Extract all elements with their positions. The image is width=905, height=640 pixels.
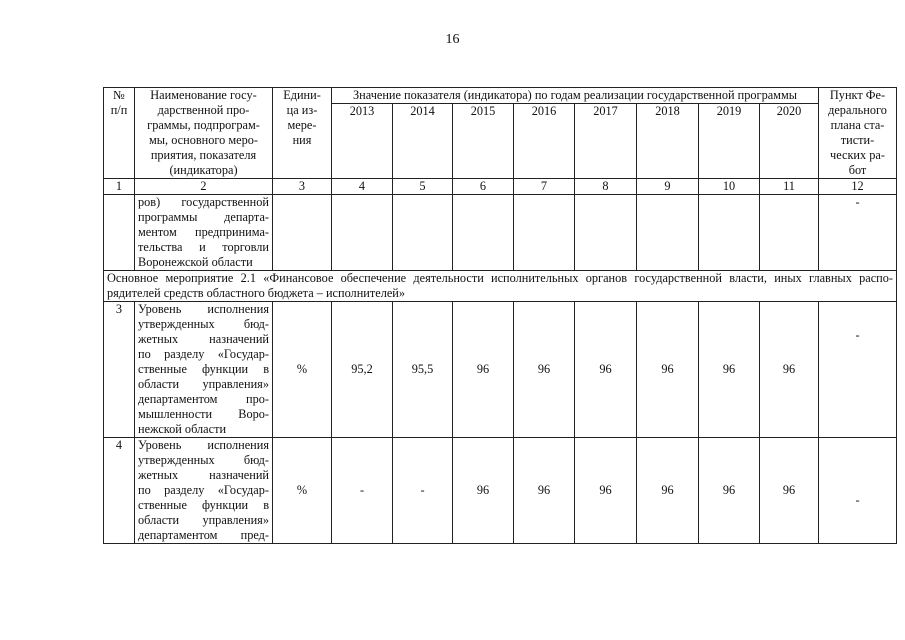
section-line: рядителей средств областного бюджета – исполнителей» bbox=[107, 286, 406, 300]
col-number: 3 bbox=[273, 179, 332, 195]
value-cell: 96 bbox=[514, 438, 575, 544]
value-cell: 96 bbox=[760, 302, 819, 438]
value-cell: 96 bbox=[637, 438, 699, 544]
row-name-line: утвержденных бюд- bbox=[138, 453, 269, 467]
row-name-line: по разделу «Государ- bbox=[138, 347, 269, 361]
cont-num-cell bbox=[104, 195, 135, 271]
indicator-row bbox=[104, 302, 897, 438]
header-year: 2016 bbox=[514, 104, 575, 179]
indicator-row bbox=[104, 438, 897, 544]
col-number: 11 bbox=[760, 179, 819, 195]
header-federal: Пункт Фе- дерального плана ста- тисти- ческих ра- бот bbox=[819, 88, 897, 179]
row-unit: % bbox=[273, 438, 332, 544]
cont-name-line: программы департа- bbox=[138, 210, 269, 224]
row-name bbox=[135, 302, 273, 438]
value-cell: 96 bbox=[760, 438, 819, 544]
section-row bbox=[104, 271, 897, 302]
cont-name-cell bbox=[135, 195, 273, 271]
continuation-row bbox=[104, 195, 897, 271]
cont-name-line: Воронежской области bbox=[138, 255, 253, 269]
value-cell: 96 bbox=[514, 302, 575, 438]
col-number: 2 bbox=[135, 179, 273, 195]
row-name-line: утвержденных бюд- bbox=[138, 317, 269, 331]
row-federal bbox=[819, 438, 897, 544]
header-year: 2013 bbox=[332, 104, 393, 179]
row-num: 3 bbox=[104, 302, 135, 438]
row-name-line: области управления» bbox=[138, 513, 269, 527]
section-heading bbox=[104, 271, 897, 302]
header-year: 2017 bbox=[575, 104, 637, 179]
federal-dash: - bbox=[855, 328, 860, 342]
header-unit: Едини- ца из- мере- ния bbox=[273, 88, 332, 179]
row-name-line: нежской области bbox=[138, 422, 227, 436]
row-name-line: по разделу «Государ- bbox=[138, 483, 269, 497]
col-number: 7 bbox=[514, 179, 575, 195]
row-name-line: ственные функции в bbox=[138, 498, 269, 512]
value-cell: 96 bbox=[575, 438, 637, 544]
row-name-line: Уровень исполнения bbox=[138, 302, 269, 316]
header-name: Наименование госу- дарственной про- граммы, подпрограм- мы, основного меро- приятия, показателя (индикатора) bbox=[135, 88, 273, 179]
row-name-line: жетных назначений bbox=[138, 468, 269, 482]
cont-federal: - bbox=[819, 195, 897, 271]
header-values-title: Значение показателя (индикатора) по годам реализации государственной программы bbox=[332, 88, 819, 104]
value-cell: - bbox=[393, 438, 453, 544]
header-year: 2018 bbox=[637, 104, 699, 179]
row-name bbox=[135, 438, 273, 544]
value-cell: 96 bbox=[453, 438, 514, 544]
header-num: № п/п bbox=[104, 88, 135, 179]
cont-name-line: тельства и торговли bbox=[138, 240, 269, 254]
col-number: 8 bbox=[575, 179, 637, 195]
value-cell: 96 bbox=[453, 302, 514, 438]
col-number: 6 bbox=[453, 179, 514, 195]
row-unit: % bbox=[273, 302, 332, 438]
indicators-table bbox=[103, 87, 897, 544]
row-federal bbox=[819, 302, 897, 438]
value-cell: - bbox=[332, 438, 393, 544]
row-name-line: жетных назначений bbox=[138, 332, 269, 346]
row-name-line: Уровень исполнения bbox=[138, 438, 269, 452]
row-num: 4 bbox=[104, 438, 135, 544]
header-year: 2019 bbox=[699, 104, 760, 179]
col-number: 1 bbox=[104, 179, 135, 195]
col-number: 10 bbox=[699, 179, 760, 195]
header-year: 2020 bbox=[760, 104, 819, 179]
cont-name-line: ментом предпринима- bbox=[138, 225, 269, 239]
row-name-line: ственные функции в bbox=[138, 362, 269, 376]
col-number: 4 bbox=[332, 179, 393, 195]
value-cell: 96 bbox=[575, 302, 637, 438]
row-name-line: департаментом пред- bbox=[138, 528, 269, 542]
row-name-line: департаментом про- bbox=[138, 392, 269, 406]
page-number: 16 bbox=[445, 32, 460, 47]
cont-name-line: ров) государственной bbox=[138, 195, 269, 209]
federal-dash: - bbox=[855, 493, 860, 507]
value-cell: 95,5 bbox=[393, 302, 453, 438]
section-line: Основное мероприятие 2.1 «Финансовое обеспечение деятельности исполнительных органов государственной власти, иных главных распо- bbox=[107, 271, 893, 285]
value-cell: 96 bbox=[699, 302, 760, 438]
row-name-line: мышленности Воро- bbox=[138, 407, 269, 421]
col-number: 9 bbox=[637, 179, 699, 195]
value-cell: 96 bbox=[637, 302, 699, 438]
row-name-line: области управления» bbox=[138, 377, 269, 391]
col-number: 5 bbox=[393, 179, 453, 195]
header-year: 2014 bbox=[393, 104, 453, 179]
header-year: 2015 bbox=[453, 104, 514, 179]
col-number: 12 bbox=[819, 179, 897, 195]
column-numbers-row bbox=[104, 179, 897, 195]
value-cell: 95,2 bbox=[332, 302, 393, 438]
value-cell: 96 bbox=[699, 438, 760, 544]
header-row-1 bbox=[104, 88, 897, 104]
